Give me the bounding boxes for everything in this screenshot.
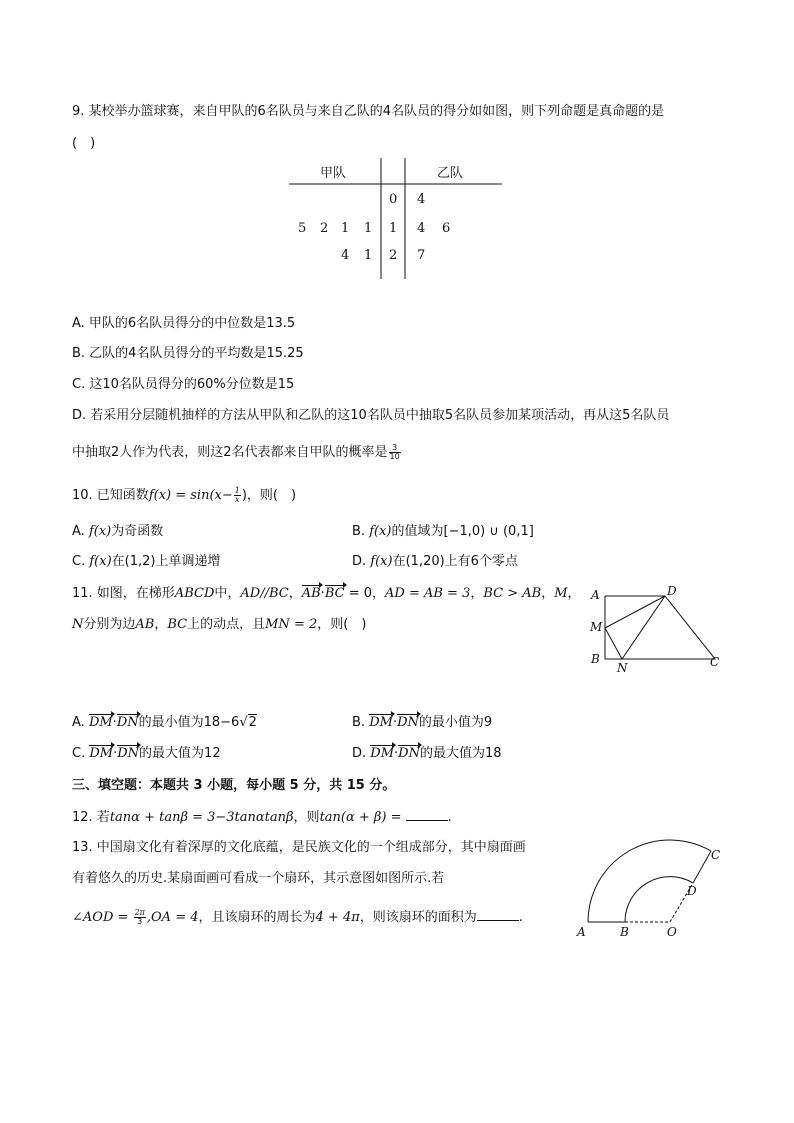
q9-option-a: A. 甲队的6名队员得分的中位数是13.5 [72,316,296,331]
q9-option-c: C. 这10名队员得分的60%分位数是15 [72,377,295,392]
q10-option-a: A. f(x)为奇函数 [72,524,164,539]
point-label-b: B [620,925,629,939]
trapezoid-outline [605,596,715,659]
fan-ring-figure [570,835,730,945]
leaf: 4 [417,221,426,236]
q13-line3: ∠AOD = $\frac{2\pi}{3}$ ,OA = 4，且该扇环的周长为4 + 4π，则该扇环的面积为 . [72,908,523,926]
q13-line1: 13. 中国扇文化有着深厚的文化底蕴，是民族文化的一个组成部分，其中扇面画 [72,840,526,855]
point-label-a: A [591,588,600,602]
q9-answer-paren: ( ) [72,136,96,151]
stem-1: 1 [389,221,398,236]
q9-option-b: B. 乙队的4名队员得分的平均数是15.25 [72,346,304,361]
leaf: 1 [341,221,350,236]
stem-2: 2 [389,248,398,263]
point-label-c: C [711,848,721,862]
right-team-header: 乙队 [437,166,464,181]
q11-option-a: A. DM·DN的最小值为18−6√2 [72,715,257,730]
point-label-b: B [591,652,600,666]
leaf: 1 [364,248,373,263]
point-label-o: O [667,925,677,939]
q9-stem: 9. 某校举办篮球赛，来自甲队的6名队员与来自乙队的4名队员的得分如如图，则下列命题是真命题的是 [72,104,665,119]
point-label-m: M [590,620,603,634]
q9-option-d-line1: D. 若采用分层随机抽样的方法从甲队和乙队的这10名队员中抽取5名队员参加某项活动，再从这5名队员 [72,408,670,423]
q10-stem: 10. 已知函数f(x) = sin(x− $\frac{1}{x}$ )，则( ) [72,486,297,504]
q9-option-d-line2: 中抽取2人作为代表，则这2名代表都来自甲队的概率是 $\frac{3}{10}$ [72,443,400,461]
left-team-header: 甲队 [320,166,347,181]
q10-option-d: D. f(x)在(1,20)上有6个零点 [352,554,518,569]
point-label-n: N [617,661,628,675]
q10-option-b: B. f(x)的值域为[−1,0) ∪ (0,1] [352,524,534,539]
stem-0: 0 [389,192,398,207]
leaf: 7 [417,248,426,263]
leaf: 4 [417,192,426,207]
q11-option-c: C. DM·DN的最大值为12 [72,746,221,761]
segment-mn [605,628,622,659]
point-label-c: C [710,655,720,669]
leaf: 2 [320,221,329,236]
leaf: 4 [341,248,350,263]
trapezoid-figure [580,580,730,680]
q11-stem-line2: N分别为边AB，BC上的动点，且MN = 2，则( ) [72,617,367,632]
point-label-d: D [687,884,697,898]
segment-dm [605,596,665,628]
q11-stem-line1: 11. 如图，在梯形ABCD中，AD//BC，AB·BC = 0，AD = AB = 3，BC > AB，M， [72,586,581,601]
segment-dc [693,851,711,883]
q11-option-d: D. DM·DN的最大值为18 [352,746,502,761]
leaf: 5 [298,221,307,236]
point-label-d: D [667,584,677,598]
q13-line2: 有着悠久的历史.某扇面画可看成一个扇环，其示意图如图所示.若 [72,871,445,886]
probability-fraction: $\frac{3}{10}$ [389,443,400,461]
outer-arc [588,840,711,922]
point-label-a: A [577,925,586,939]
q10-option-c: C. f(x)在(1,2)上单调递增 [72,554,221,569]
q12-stem: 12. 若tanα + tanβ = 3−3tanαtanβ，则tan(α + β) = . [72,810,452,825]
leaf: 6 [442,221,451,236]
leaf: 1 [364,221,373,236]
segment-dn [622,596,665,659]
q11-option-b: B. DM·DN的最小值为9 [352,715,493,730]
section-heading: 三、填空题：本题共 3 小题，每小题 5 分，共 15 分。 [72,778,396,793]
